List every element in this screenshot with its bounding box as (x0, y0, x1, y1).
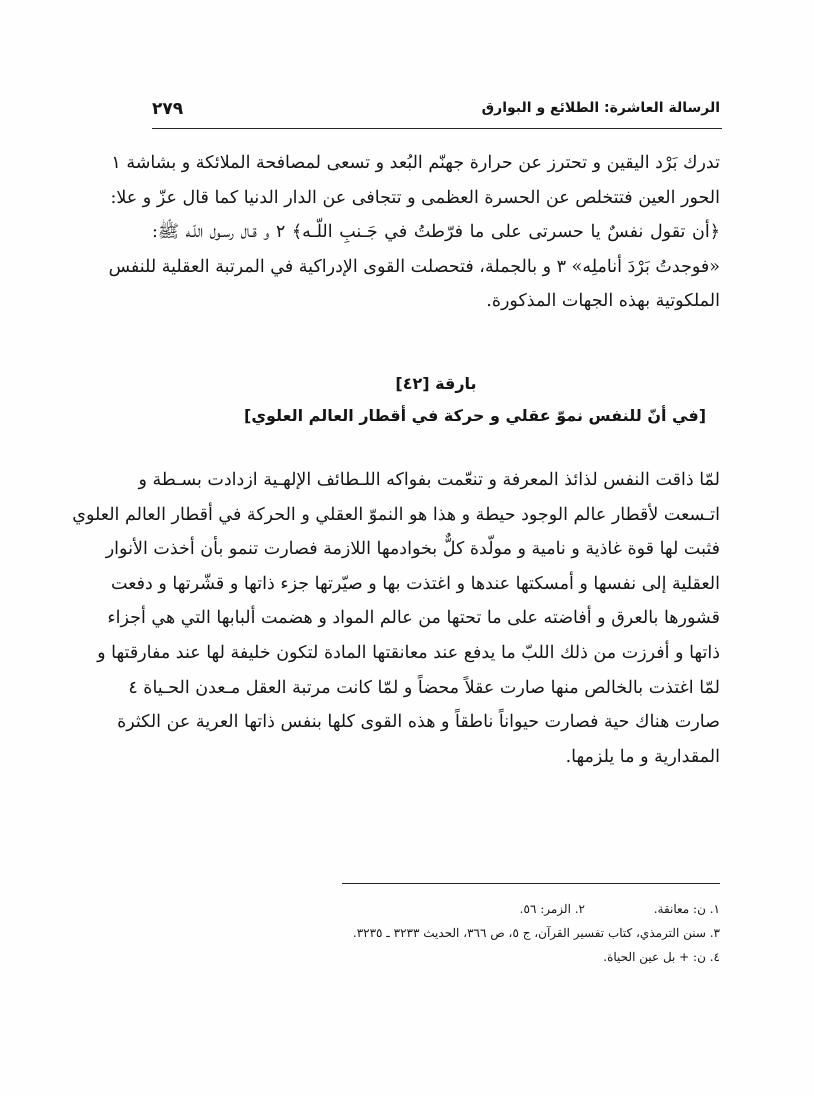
text-line: تدرك بَرْد اليقين و تحترز عن حرارة جهنّم البُعد و تسعى لمصافحة الملائكة و بشاشة ١ (111, 153, 720, 173)
text-line: اتـسعت لأقطار عالم الوجود حيطة و هذا هو النموّ العقلي و الحركة في أقطار العالم العلوي (72, 504, 720, 525)
text-line: الملكوتية بهذه الجهات المذكورة. (486, 291, 720, 312)
page-header (152, 100, 720, 126)
footnote-3: ٣. سنن الترمذي، كتاب تفسير القرآن، ج ٥، ص ٣٦٦، الحديث ٣٢٣٣ ـ ٣٢٣٥. (352, 926, 720, 940)
text-line: لمّا اغتذت بالخالص منها صارت عقلاً محضاً و لمّا كانت مرتبة العقل مـعدن الحـياة ٤ (128, 677, 720, 698)
text-line: ﴿أن تقول نفسٌ يا حسرتى على ما فرّطتُ في جَـنبِ اللّـه﴾ ٢ و قـال رسـول اللّـه ﷺ: (152, 222, 721, 243)
text-line: لمّا ذاقت النفس لذائذ المعرفة و تنعّمت بفواكه اللـطائف الإلهـية ازدادت بسـطة و (138, 470, 720, 490)
paragraph-1 (108, 146, 721, 319)
header-divider (152, 128, 722, 129)
section-subtitle: [في أنّ للنفس نموّ عقلي و حركة في أقطار العالم العلوي] (244, 406, 706, 425)
footnote-row (152, 945, 720, 969)
text-line: قشورها بالعرق و أفاضته على ما تحتها من عالم المواد و هضمت ألبابها التي هي أجزاء (107, 608, 720, 629)
text-line: صارت هناك حية فصارت حيواناً ناطقاً و هذه القوى كلها بنفس ذاتها العرية عن الكثرة (117, 712, 720, 733)
text-line: المقدارية و ما يلزمها. (565, 746, 720, 767)
footnote-row (152, 897, 720, 921)
text-line: العقلية إلى نفسها و أمسكتها عندها و اغتذت بها و صيّرتها جزء ذاتها و قشّرتها و دفعت (111, 573, 720, 594)
page-number: ٢٧٩ (152, 99, 184, 119)
text-line: «فوجدتُ بَرْدَ أناملِه» ٣ و بالجملة، فتحصلت القوى الإدراكية في المرتبة العقلية للنفس (108, 256, 720, 277)
footnote-1: ١. ن: معانقة. (653, 902, 720, 916)
text-line: فثبت لها قوة غاذية و نامية و مولّدة كلٌّ بخوادمها اللازمة فصارت تنمو بأن أخذت الأنوار (105, 539, 720, 560)
section-title: بارقة [٤٢] (395, 374, 477, 393)
running-title: الرسالة العاشرة: الطلائع و البوارق (481, 100, 720, 116)
footnotes (152, 897, 720, 969)
footnote-2: ٢. الزمر: ٥٦. (519, 902, 585, 916)
footnote-divider (342, 883, 720, 884)
text-line: الحور العين فتتخلص عن الحسرة العظمى و تتجافى عن الدار الدنيا كما قال عزّ و علا: (110, 187, 720, 208)
footnote-row (152, 921, 720, 945)
text-line: ذاتها و أفرزت من ذلك اللبّ ما يدفع عند معانقتها المادة لتكون خليفة لها عند مفارقتها و (97, 642, 720, 663)
footnote-4: ٤. ن: + بل عين الحياة. (603, 950, 720, 964)
paragraph-2 (72, 463, 720, 774)
